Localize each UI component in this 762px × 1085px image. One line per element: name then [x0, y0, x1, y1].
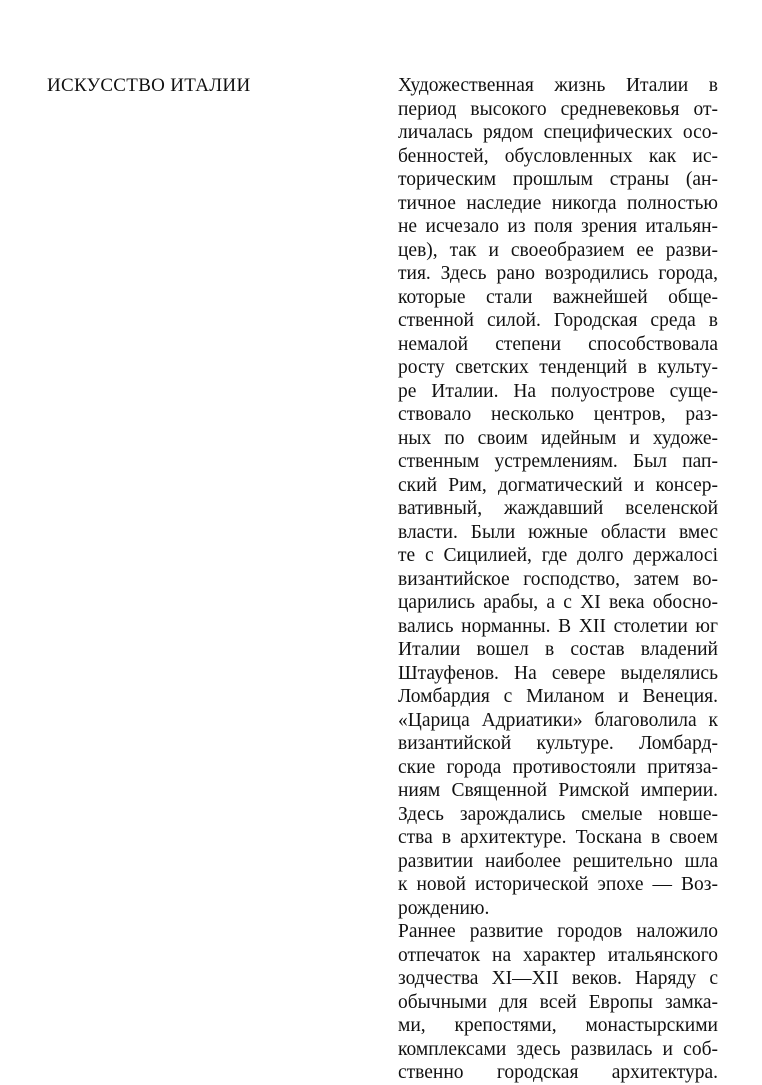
text-line: комплексами здесь развилась и соб-: [398, 1038, 718, 1060]
text-line: «Царица Адриатики» благоволила к: [398, 709, 718, 731]
text-line: ре Италии. На полуострове суще-: [398, 380, 718, 402]
text-line: ственной силой. Городская среда в: [398, 310, 718, 331]
section-heading: ИСКУССТВО ИТАЛИИ: [47, 75, 251, 96]
text-line: Художественная жизнь Италии в: [398, 75, 718, 96]
text-line: Раннее развитие городов наложило: [398, 921, 718, 942]
body-text-column: [398, 74, 718, 1085]
text-line: бенностей, обусловленных как ис-: [398, 145, 718, 167]
text-line: ми, крепостями, монастырскими: [398, 1015, 718, 1036]
text-line: ственным устремлениям. Был пап-: [398, 451, 718, 472]
text-line: власти. Были южные области вмес: [398, 521, 718, 543]
text-line: ский Рим, догматический и консер-: [398, 474, 718, 496]
text-line: вались норманны. В XII столетии юг: [398, 615, 718, 637]
text-line: росту светских тенденций в культу-: [398, 357, 718, 378]
text-line: рождению.: [398, 897, 490, 919]
text-line: Здесь зарождались смелые новше-: [398, 803, 718, 825]
text-line: которые стали важнейшей обще-: [398, 286, 718, 308]
paragraph: [398, 74, 718, 920]
text-line: ские города противостояли притяза-: [398, 756, 718, 778]
text-line: обычными для всей Европы замка-: [398, 991, 718, 1013]
text-line: византийской культуре. Ломбард-: [398, 733, 718, 754]
text-line: те с Сицилией, где долго держалосі: [398, 545, 718, 566]
text-line: развитии наиболее решительно шла: [398, 850, 718, 872]
text-line: немалой степени способствовала: [398, 333, 718, 355]
text-line: период высокого средневековья от-: [398, 98, 718, 120]
text-line: вативный, жаждавший вселенской: [398, 498, 718, 519]
text-line: ства в архитектуре. Тоскана в своем: [398, 827, 718, 848]
text-line: тия. Здесь рано возродились города,: [398, 263, 718, 284]
text-line: царились арабы, а с XI века обосно-: [398, 592, 718, 613]
text-line: ственно городская архитектура.: [398, 1062, 718, 1083]
text-line: ствовало несколько центров, раз-: [398, 404, 718, 425]
text-line: торическим прошлым страны (ан-: [398, 169, 718, 190]
text-line: ных по своим идейным и художе-: [398, 427, 718, 449]
text-line: личалась рядом специфических осо-: [398, 122, 718, 143]
text-line: зодчества XI—XII веков. Наряду с: [398, 968, 718, 989]
paragraph: [398, 920, 718, 1085]
text-line: отпечаток на характер итальянского: [398, 944, 718, 966]
text-line: Ломбардия с Миланом и Венеция.: [398, 686, 718, 707]
text-line: Штауфенов. На севере выделялись: [398, 662, 718, 684]
text-line: ниям Священной Римской империи.: [398, 780, 718, 801]
text-line: византийское господство, затем во-: [398, 568, 718, 590]
text-line: к новой исторической эпохе — Воз-: [398, 874, 718, 895]
text-line: тичное наследие никогда полностью: [398, 192, 718, 214]
text-line: Италии вошел в состав владений: [398, 639, 718, 660]
text-line: цев), так и своеобразием ее разви-: [398, 239, 718, 261]
text-line: не исчезало из поля зрения итальян-: [398, 216, 718, 237]
